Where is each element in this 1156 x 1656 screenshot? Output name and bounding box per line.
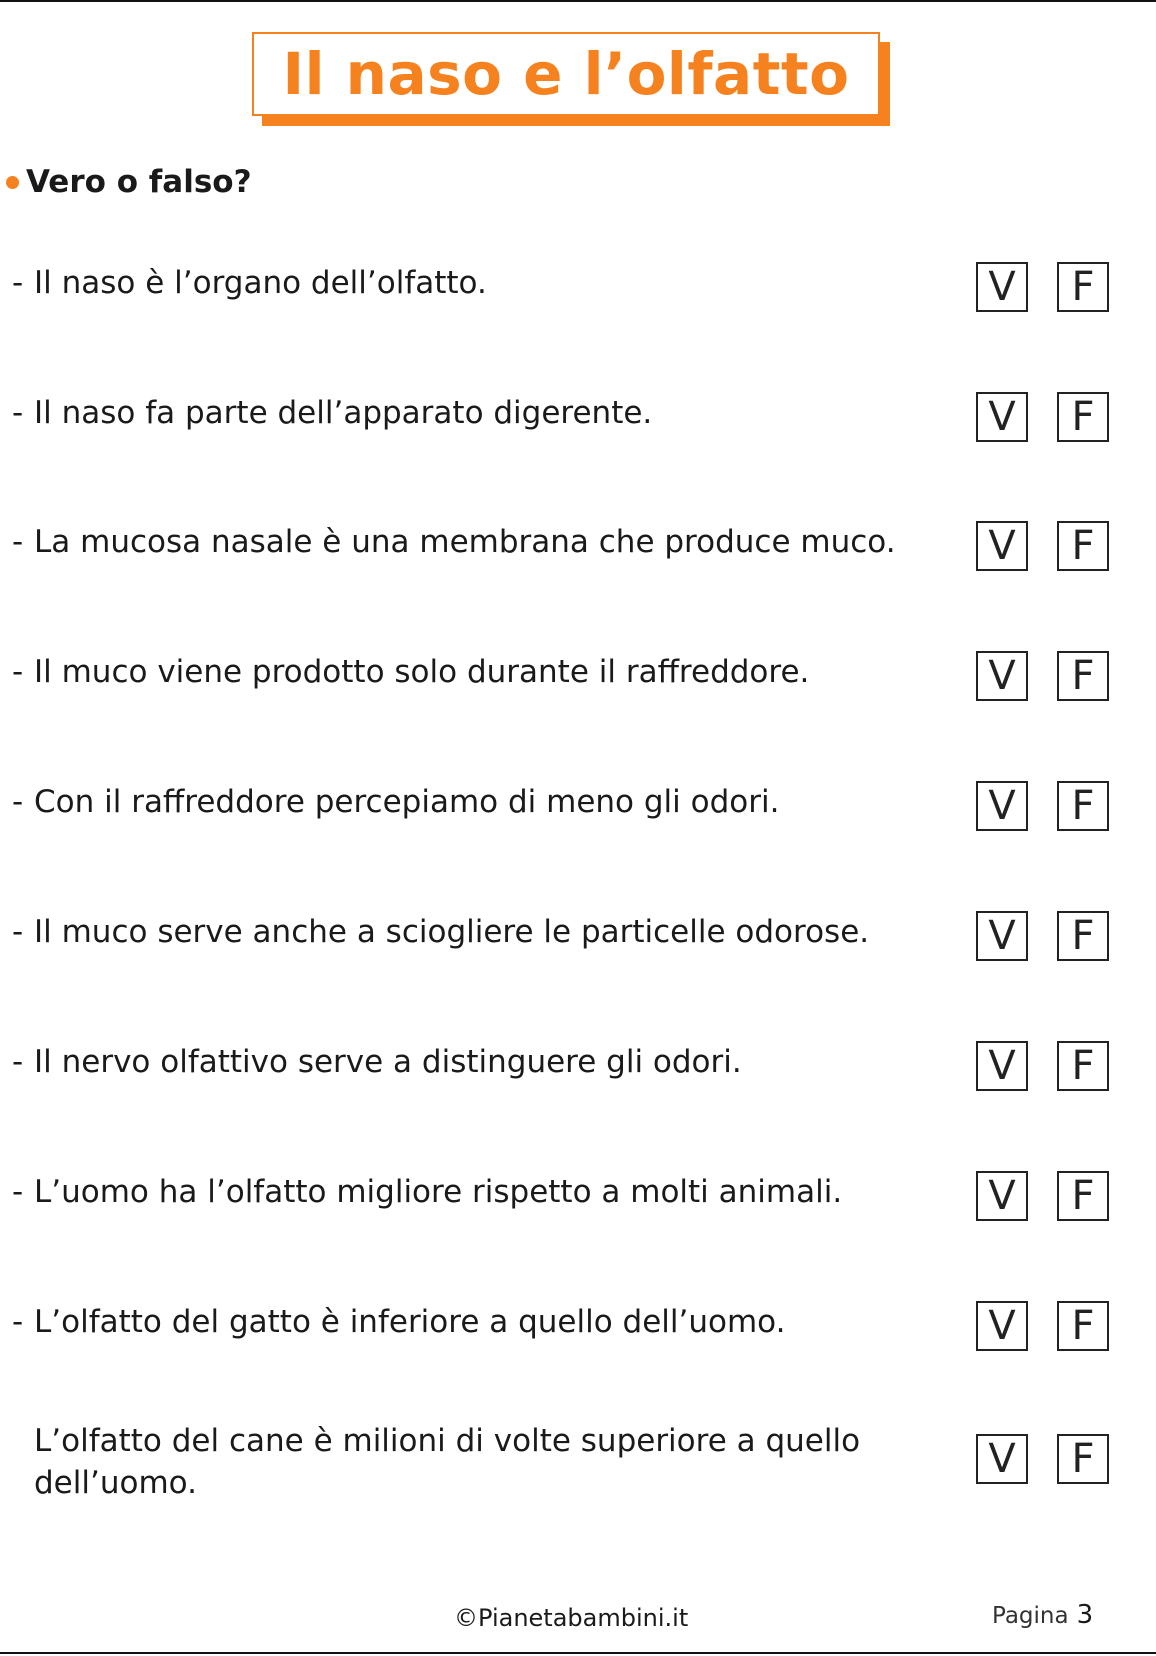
dash: - xyxy=(12,1044,24,1080)
question-10 xyxy=(12,1420,1152,1520)
true-checkbox[interactable]: V xyxy=(976,781,1028,831)
question-text xyxy=(12,1301,962,1343)
true-checkbox[interactable]: V xyxy=(976,262,1028,312)
question-label: Il muco viene prodotto solo durante il raffreddore. xyxy=(34,654,810,690)
question-8 xyxy=(12,1167,1152,1227)
true-checkbox[interactable]: V xyxy=(976,392,1028,442)
page-title: Il naso e l’olfatto xyxy=(282,40,850,108)
question-label: L’uomo ha l’olfatto migliore rispetto a molti animali. xyxy=(34,1174,843,1210)
question-3 xyxy=(12,517,1152,577)
false-checkbox[interactable]: F xyxy=(1057,651,1109,701)
bottom-rule xyxy=(0,1652,1156,1654)
question-label: Con il raffreddore percepiamo di meno gli odori. xyxy=(34,784,780,820)
question-label: Il naso è l’organo dell’olfatto. xyxy=(34,265,487,301)
question-2 xyxy=(12,388,1152,448)
question-label: L’olfatto del gatto è inferiore a quello dell’uomo. xyxy=(34,1304,786,1340)
false-checkbox[interactable]: F xyxy=(1057,1434,1109,1484)
question-text xyxy=(12,781,962,823)
question-text xyxy=(12,1171,962,1213)
section-title: Vero o falso? xyxy=(26,164,252,200)
dash: - xyxy=(12,914,24,950)
question-text xyxy=(12,1041,962,1083)
question-text xyxy=(12,262,962,304)
true-checkbox[interactable]: V xyxy=(976,911,1028,961)
dash xyxy=(12,1420,34,1462)
question-text xyxy=(12,1420,962,1504)
question-text xyxy=(12,392,962,434)
question-1 xyxy=(12,258,1152,318)
true-checkbox[interactable]: V xyxy=(976,1171,1028,1221)
false-checkbox[interactable]: F xyxy=(1057,262,1109,312)
question-label: La mucosa nasale è una membrana che produce muco. xyxy=(34,524,896,560)
dash: - xyxy=(12,265,24,301)
question-9 xyxy=(12,1297,1152,1357)
question-text xyxy=(12,521,962,563)
dash: - xyxy=(12,524,24,560)
true-checkbox[interactable]: V xyxy=(976,521,1028,571)
title-box xyxy=(252,32,880,116)
false-checkbox[interactable]: F xyxy=(1057,781,1109,831)
dash: - xyxy=(12,784,24,820)
dash: - xyxy=(12,1174,24,1210)
question-7 xyxy=(12,1037,1152,1097)
true-checkbox[interactable]: V xyxy=(976,1434,1028,1484)
page-number: 3 xyxy=(1076,1600,1094,1630)
false-checkbox[interactable]: F xyxy=(1057,1301,1109,1351)
dash: - xyxy=(12,395,24,431)
question-label: Il nervo olfattivo serve a distinguere gli odori. xyxy=(34,1044,742,1080)
question-6 xyxy=(12,907,1152,967)
page-indicator xyxy=(992,1600,1093,1630)
dash: - xyxy=(12,1304,24,1340)
page-label: Pagina xyxy=(992,1603,1069,1629)
false-checkbox[interactable]: F xyxy=(1057,521,1109,571)
question-text xyxy=(12,651,962,693)
true-checkbox[interactable]: V xyxy=(976,1041,1028,1091)
false-checkbox[interactable]: F xyxy=(1057,1041,1109,1091)
question-5 xyxy=(12,777,1152,837)
question-label: L’olfatto del cane è milioni di volte superiore a quello dell’uomo. xyxy=(34,1423,861,1501)
false-checkbox[interactable]: F xyxy=(1057,1171,1109,1221)
question-4 xyxy=(12,647,1152,707)
question-label: Il muco serve anche a sciogliere le particelle odorose. xyxy=(34,914,870,950)
false-checkbox[interactable]: F xyxy=(1057,911,1109,961)
dash: - xyxy=(12,654,24,690)
top-rule xyxy=(0,0,1156,2)
true-checkbox[interactable]: V xyxy=(976,1301,1028,1351)
question-label: Il naso fa parte dell’apparato digerente. xyxy=(34,395,653,431)
question-label-wrap xyxy=(12,1420,924,1504)
title-banner xyxy=(252,32,882,118)
true-checkbox[interactable]: V xyxy=(976,651,1028,701)
false-checkbox[interactable]: F xyxy=(1057,392,1109,442)
footer-brand: ©Pianetabambini.it xyxy=(454,1604,689,1632)
question-text xyxy=(12,911,962,953)
bullet-icon xyxy=(6,176,19,189)
section-header xyxy=(6,164,252,200)
